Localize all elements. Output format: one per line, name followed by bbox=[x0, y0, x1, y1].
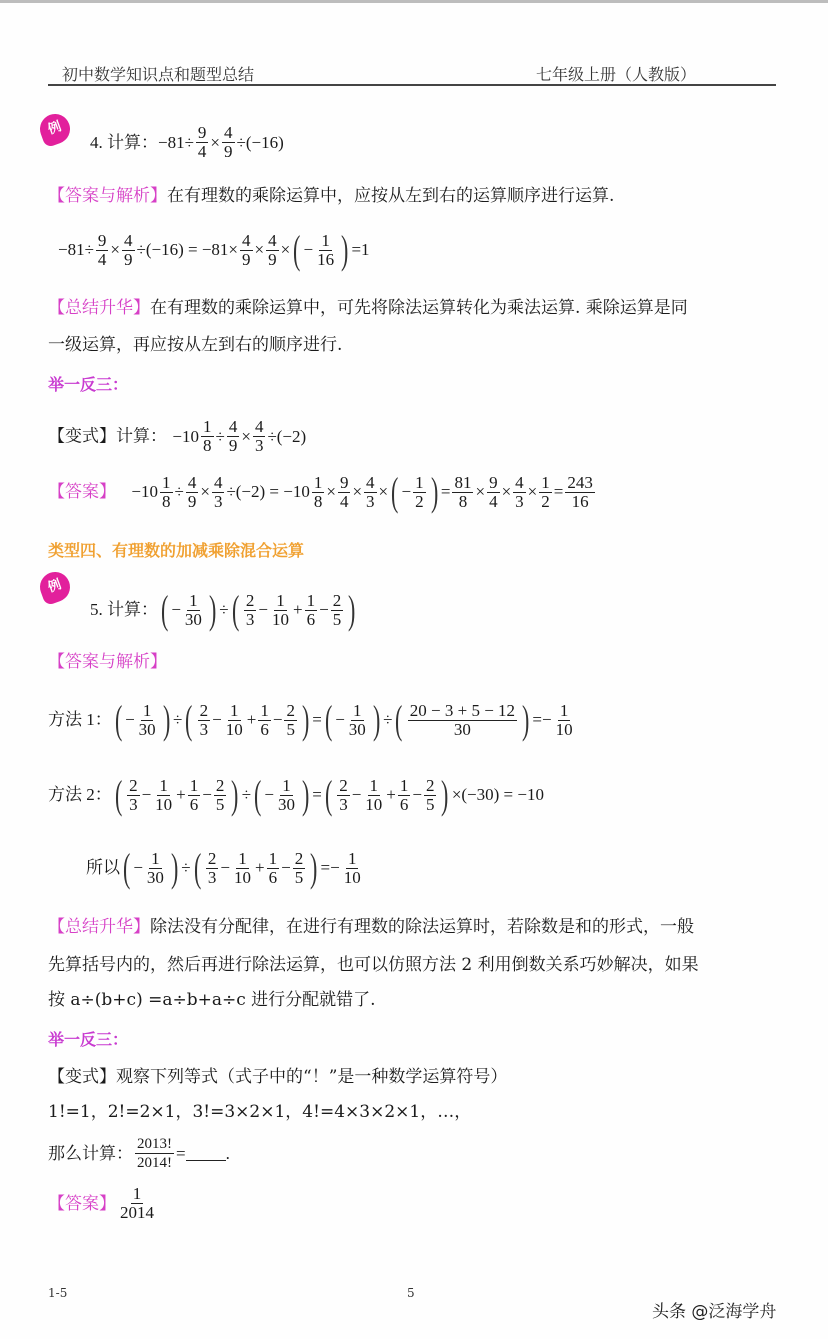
header-title: 初中数学知识点和题型总结 bbox=[62, 65, 255, 84]
header-grade: 七年级上册（人教版） bbox=[535, 65, 696, 84]
example-5-summary-2: 先算括号内的，然后再进行除法运算，也可以仿照方法 2 利用倒数关系巧妙解决，如果 bbox=[48, 955, 699, 975]
example-4-summary-1: 【总结升华】在有理数的乘除运算中，可先将除法运算转化为乘法运算. 乘除运算是同 bbox=[48, 298, 688, 318]
therefore-line: 所以 ( − $\frac{1}{30}$ ) ÷ ( $\frac{2}{3}$ − $\frac{1}{10}$ + $\frac{1}{6}$ − $\frac{2}{5}$ ) =− $\frac{1}{10}$ bbox=[86, 845, 361, 890]
practice-2-answer: 【答案】 $\frac{1}{2014}$ bbox=[48, 1184, 154, 1222]
practice-heading: 举一反三： bbox=[48, 1030, 129, 1049]
section-title: 类型四、有理数的加减乘除混合运算 bbox=[48, 541, 305, 560]
example-4-solution: −81÷ $\frac{9}{4}$ × $\frac{4}{9}$ ÷(−16) = −81× $\frac{4}{9}$ × $\frac{4}{9}$ × ( − $\frac{1}{16}$ ) =1 bbox=[58, 227, 370, 272]
answer-blank bbox=[186, 1146, 226, 1161]
summary-label: 【总结升华】 bbox=[48, 298, 150, 318]
practice-2-question: 那么计算： $\frac{2013!}{2014!}$ = . bbox=[48, 1136, 230, 1171]
example-badge-icon: 例 bbox=[36, 110, 74, 148]
practice-heading: 举一反三： bbox=[48, 375, 129, 394]
example-5-question: 5. 计算： ( − $\frac{1}{30}$ ) ÷ ( $\frac{2}{3}$ − $\frac{1}{10}$ + $\frac{1}{6}$ − $\frac{2}{5}$ ) bbox=[90, 587, 356, 632]
example-4-question: 4. 计算： −81÷ $\frac{9}{4}$ × $\frac{4}{9}$ ÷(−16) bbox=[90, 123, 284, 161]
example-badge-icon: 例 bbox=[36, 568, 74, 606]
example-4-answer: 【答案与解析】在有理数的乘除运算中，应按从左到右的运算顺序进行运算. bbox=[48, 186, 615, 206]
example-5-summary-1: 【总结升华】除法没有分配律，在进行有理数的除法运算时，若除数是和的形式，一般 bbox=[48, 917, 694, 937]
example-5-summary-3: 按 a÷(b+c) =a÷b+a÷c 进行分配就错了. bbox=[48, 990, 376, 1010]
practice-1-answer: 【答案】 −10 $\frac{1}{8}$ ÷ $\frac{4}{9}$ × $\frac{4}{3}$ ÷(−2) = −10 $\frac{1}{8}$ × $\frac{9}{4}$ × $\frac{4}{3}$ × ( − $\frac{1}{2}$ ) = $\frac{81}{8}$ × $\frac{9}{4}$ × $\frac{4}{3}$ × $\frac{1}{2}$ = $\frac{243}{16}$ bbox=[48, 469, 593, 514]
practice-1-variant: 【变式】计算： −10 $\frac{1}{8}$ ÷ $\frac{4}{9}$ × $\frac{4}{3}$ ÷(−2) bbox=[48, 417, 307, 455]
page-header bbox=[48, 58, 776, 86]
page-number: 5 bbox=[407, 1286, 415, 1300]
example-5-answer-label: 【答案与解析】 bbox=[48, 652, 167, 672]
footer-chapter: 1-5 bbox=[48, 1286, 68, 1300]
method-2: 方法 2： ( $\frac{2}{3}$ − $\frac{1}{10}$ + $\frac{1}{6}$ − $\frac{2}{5}$ ) ÷ ( − $\frac{1}{30}$ ) = ( $\frac{2}{3}$ − $\frac{1}{10}$ + $\frac{1}{6}$ − $\frac{2}{5}$ ) ×(−30) = −10 bbox=[48, 772, 544, 817]
factorial-examples: 1!=1，2!=2×1，3!=3×2×1，4!=4×3×2×1，…， bbox=[48, 1102, 472, 1122]
top-border bbox=[0, 0, 828, 3]
example-4-summary-2: 一级运算，再应按从左到右的顺序进行. bbox=[48, 335, 343, 355]
practice-2-variant: 【变式】观察下列等式（式子中的“！”是一种数学运算符号） bbox=[48, 1067, 508, 1087]
method-1: 方法 1： ( − $\frac{1}{30}$ ) ÷ ( $\frac{2}{3}$ − $\frac{1}{10}$ + $\frac{1}{6}$ − $\frac{2}{5}$ ) = ( − $\frac{1}{30}$ ) ÷ ( $\frac{20 - 3 + 5 - 12}{30}$ ) =− $\frac{1}{10}$ bbox=[48, 697, 573, 742]
watermark: 头条 @泛海学舟 bbox=[652, 1302, 777, 1322]
answer-label: 【答案与解析】 bbox=[48, 186, 167, 206]
